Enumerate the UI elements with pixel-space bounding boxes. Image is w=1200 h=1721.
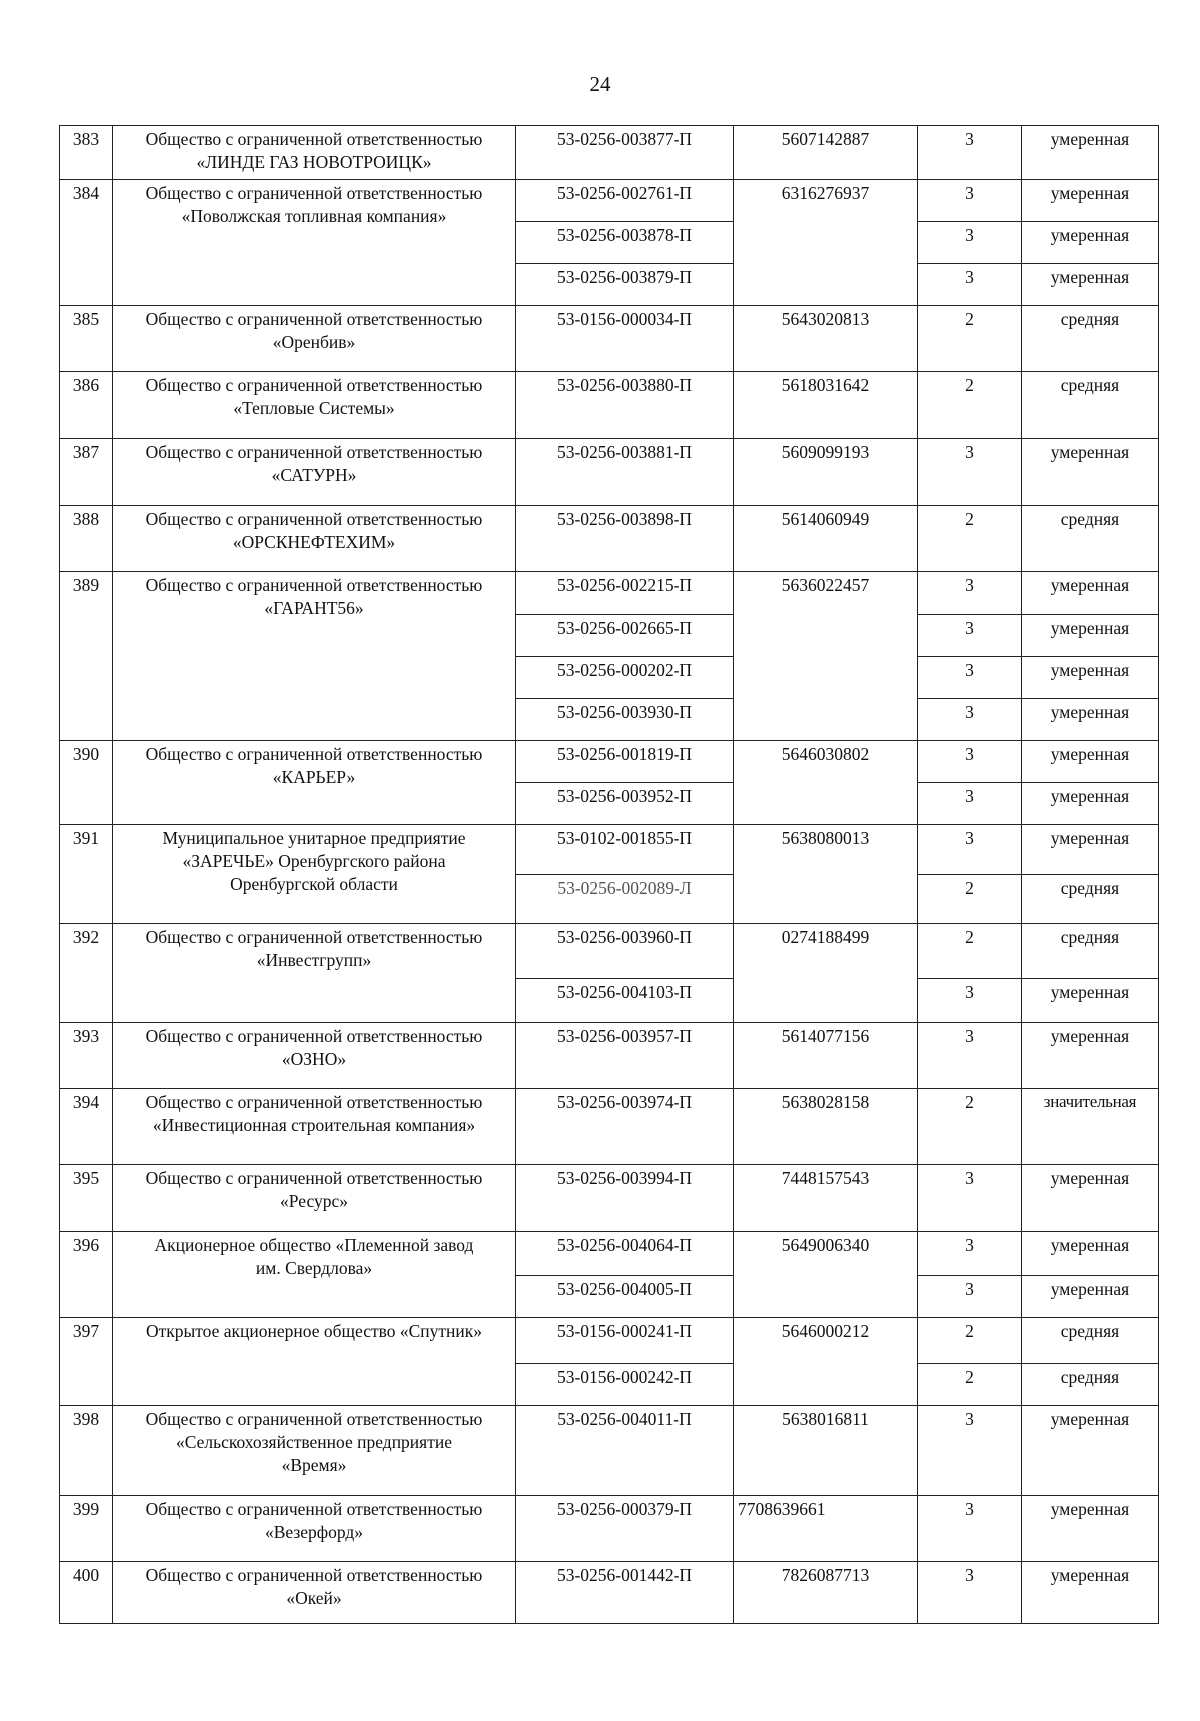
risk-value: умеренная: [1022, 1406, 1159, 1496]
object-code: 53-0156-000242-П: [516, 1364, 734, 1406]
object-code: 53-0256-004064-П: [516, 1232, 734, 1276]
organization-name: Общество с ограниченной ответственностью «Инвестиционная строительная компания»: [113, 1089, 516, 1165]
organization-name: Общество с ограниченной ответственностью «Тепловые Системы»: [113, 372, 516, 439]
object-code: 53-0256-003994-П: [516, 1165, 734, 1232]
risk-value: умеренная: [1022, 1165, 1159, 1232]
object-code: 53-0256-003881-П: [516, 439, 734, 506]
risk-value: умеренная: [1022, 126, 1159, 180]
category-value: 3: [918, 1496, 1022, 1562]
risk-value: умеренная: [1022, 657, 1159, 699]
risk-value: умеренная: [1022, 615, 1159, 657]
inn-value: 6316276937: [734, 180, 918, 306]
row-number: 397: [60, 1318, 113, 1406]
row-number: 399: [60, 1496, 113, 1562]
object-code: 53-0256-003952-П: [516, 783, 734, 825]
object-code: 53-0102-001855-П: [516, 825, 734, 875]
category-value: 2: [918, 1089, 1022, 1165]
table-row: [60, 741, 1159, 783]
organization-name: Общество с ограниченной ответственностью «Ресурс»: [113, 1165, 516, 1232]
object-code: 53-0256-002089-Л: [516, 875, 734, 924]
table-row: [60, 825, 1159, 875]
table-row: [60, 1023, 1159, 1089]
risk-value: умеренная: [1022, 783, 1159, 825]
object-code: 53-0256-002761-П: [516, 180, 734, 222]
table-row: [60, 306, 1159, 372]
organization-name: Общество с ограниченной ответственностью «ОЗНО»: [113, 1023, 516, 1089]
category-value: 3: [918, 741, 1022, 783]
organization-name: Общество с ограниченной ответственностью «Оренбив»: [113, 306, 516, 372]
inn-value: 5607142887: [734, 126, 918, 180]
table-row: [60, 924, 1159, 979]
risk-value: умеренная: [1022, 1232, 1159, 1276]
category-value: 3: [918, 615, 1022, 657]
organization-name: Общество с ограниченной ответственностью «Инвестгрупп»: [113, 924, 516, 1023]
row-number: 396: [60, 1232, 113, 1318]
inn-value: 5638080013: [734, 825, 918, 924]
row-number: 398: [60, 1406, 113, 1496]
row-number: 388: [60, 506, 113, 572]
category-value: 2: [918, 875, 1022, 924]
organization-name: Общество с ограниченной ответственностью «Поволжская топливная компания»: [113, 180, 516, 306]
table-row: [60, 572, 1159, 615]
category-value: 3: [918, 825, 1022, 875]
table-row: [60, 1089, 1159, 1165]
object-code: 53-0256-001819-П: [516, 741, 734, 783]
risk-value: умеренная: [1022, 699, 1159, 741]
category-value: 3: [918, 222, 1022, 264]
object-code: 53-0256-001442-П: [516, 1562, 734, 1624]
inn-value: 0274188499: [734, 924, 918, 1023]
category-value: 3: [918, 126, 1022, 180]
category-value: 2: [918, 1318, 1022, 1364]
object-code: 53-0256-003960-П: [516, 924, 734, 979]
risk-value: значительная: [1022, 1089, 1159, 1165]
category-value: 2: [918, 372, 1022, 439]
risk-value: средняя: [1022, 506, 1159, 572]
inn-value: 5643020813: [734, 306, 918, 372]
risk-value: средняя: [1022, 1364, 1159, 1406]
risk-value: умеренная: [1022, 1562, 1159, 1624]
inn-value: 5614060949: [734, 506, 918, 572]
category-value: 3: [918, 572, 1022, 615]
table-row: [60, 372, 1159, 439]
organization-name: Акционерное общество «Племенной завод им. Свердлова»: [113, 1232, 516, 1318]
risk-value: умеренная: [1022, 439, 1159, 506]
category-value: 2: [918, 1364, 1022, 1406]
category-value: 3: [918, 1276, 1022, 1318]
risk-value: умеренная: [1022, 741, 1159, 783]
table-row: [60, 1165, 1159, 1232]
risk-value: умеренная: [1022, 979, 1159, 1023]
organization-name: Общество с ограниченной ответственностью «ОРСКНЕФТЕХИМ»: [113, 506, 516, 572]
object-code: 53-0156-000241-П: [516, 1318, 734, 1364]
risk-value: умеренная: [1022, 572, 1159, 615]
table-row: [60, 1562, 1159, 1624]
risk-value: умеренная: [1022, 180, 1159, 222]
inn-value: 5638028158: [734, 1089, 918, 1165]
object-code: 53-0256-004005-П: [516, 1276, 734, 1318]
object-code: 53-0256-003880-П: [516, 372, 734, 439]
category-value: 3: [918, 1562, 1022, 1624]
risk-value: средняя: [1022, 875, 1159, 924]
row-number: 389: [60, 572, 113, 741]
category-value: 3: [918, 1406, 1022, 1496]
object-code: 53-0156-000034-П: [516, 306, 734, 372]
inn-value: 7826087713: [734, 1562, 918, 1624]
category-value: 3: [918, 783, 1022, 825]
organization-name: Общество с ограниченной ответственностью «Сельскохозяйственное предприятие «Время»: [113, 1406, 516, 1496]
category-value: 3: [918, 657, 1022, 699]
category-value: 3: [918, 1165, 1022, 1232]
object-code: 53-0256-003957-П: [516, 1023, 734, 1089]
organization-name: Муниципальное унитарное предприятие «ЗАРЕЧЬЕ» Оренбургского района Оренбургской области: [113, 825, 516, 924]
object-code: 53-0256-003879-П: [516, 264, 734, 306]
risk-value: умеренная: [1022, 1276, 1159, 1318]
table-row: [60, 439, 1159, 506]
category-value: 3: [918, 180, 1022, 222]
row-number: 390: [60, 741, 113, 825]
category-value: 2: [918, 924, 1022, 979]
table-row: [60, 1496, 1159, 1562]
category-value: 2: [918, 506, 1022, 572]
risk-value: средняя: [1022, 1318, 1159, 1364]
inn-value: 5614077156: [734, 1023, 918, 1089]
row-number: 387: [60, 439, 113, 506]
inn-value: 5636022457: [734, 572, 918, 741]
object-code: 53-0256-002215-П: [516, 572, 734, 615]
table-row: [60, 126, 1159, 180]
organization-name: Общество с ограниченной ответственностью «Окей»: [113, 1562, 516, 1624]
row-number: 400: [60, 1562, 113, 1624]
organization-name: Общество с ограниченной ответственностью «ЛИНДЕ ГАЗ НОВОТРОИЦК»: [113, 126, 516, 180]
row-number: 391: [60, 825, 113, 924]
object-code: 53-0256-000379-П: [516, 1496, 734, 1562]
object-code: 53-0256-003930-П: [516, 699, 734, 741]
row-number: 386: [60, 372, 113, 439]
table-row: [60, 1406, 1159, 1496]
object-code: 53-0256-003878-П: [516, 222, 734, 264]
organization-name: Общество с ограниченной ответственностью «Везерфорд»: [113, 1496, 516, 1562]
risk-value: средняя: [1022, 306, 1159, 372]
risk-value: средняя: [1022, 372, 1159, 439]
inn-value: 5649006340: [734, 1232, 918, 1318]
table-row: [60, 506, 1159, 572]
table-row: [60, 1232, 1159, 1276]
category-value: 3: [918, 979, 1022, 1023]
category-value: 3: [918, 439, 1022, 506]
category-value: 3: [918, 1023, 1022, 1089]
category-value: 2: [918, 306, 1022, 372]
table-row: [60, 180, 1159, 222]
category-value: 3: [918, 1232, 1022, 1276]
row-number: 394: [60, 1089, 113, 1165]
row-number: 385: [60, 306, 113, 372]
risk-value: умеренная: [1022, 1023, 1159, 1089]
inn-value: 5638016811: [734, 1406, 918, 1496]
object-code: 53-0256-000202-П: [516, 657, 734, 699]
inn-value: 5646000212: [734, 1318, 918, 1406]
inn-value: 5609099193: [734, 439, 918, 506]
risk-value: умеренная: [1022, 222, 1159, 264]
organization-name: Общество с ограниченной ответственностью «ГАРАНТ56»: [113, 572, 516, 741]
organization-name: Общество с ограниченной ответственностью «САТУРН»: [113, 439, 516, 506]
inn-value: 5646030802: [734, 741, 918, 825]
registry-table: [59, 125, 1159, 1624]
organization-name: Общество с ограниченной ответственностью «КАРЬЕР»: [113, 741, 516, 825]
row-number: 392: [60, 924, 113, 1023]
object-code: 53-0256-002665-П: [516, 615, 734, 657]
row-number: 383: [60, 126, 113, 180]
object-code: 53-0256-004103-П: [516, 979, 734, 1023]
object-code: 53-0256-003877-П: [516, 126, 734, 180]
risk-value: умеренная: [1022, 264, 1159, 306]
inn-value: 7708639661: [734, 1496, 918, 1562]
inn-value: 7448157543: [734, 1165, 918, 1232]
object-code: 53-0256-003974-П: [516, 1089, 734, 1165]
risk-value: умеренная: [1022, 825, 1159, 875]
organization-name: Открытое акционерное общество «Спутник»: [113, 1318, 516, 1406]
category-value: 3: [918, 699, 1022, 741]
row-number: 393: [60, 1023, 113, 1089]
row-number: 384: [60, 180, 113, 306]
object-code: 53-0256-003898-П: [516, 506, 734, 572]
category-value: 3: [918, 264, 1022, 306]
page-number: 24: [589, 72, 611, 96]
row-number: 395: [60, 1165, 113, 1232]
inn-value: 5618031642: [734, 372, 918, 439]
object-code: 53-0256-004011-П: [516, 1406, 734, 1496]
risk-value: умеренная: [1022, 1496, 1159, 1562]
table-row: [60, 1318, 1159, 1364]
risk-value: средняя: [1022, 924, 1159, 979]
